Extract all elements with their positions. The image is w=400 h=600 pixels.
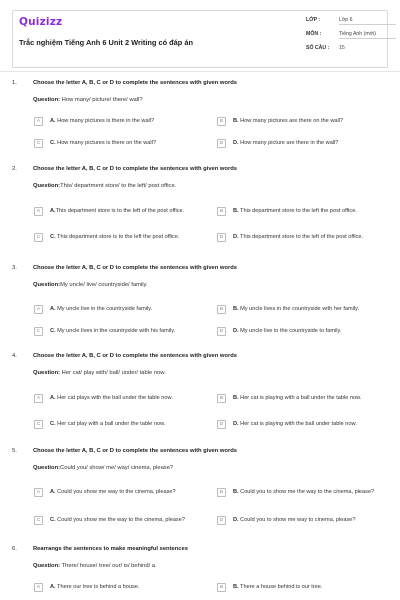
option-text: A. My uncle live in the countryside family.	[50, 306, 153, 313]
question-body: There/ house/ tree/ our/ is/ behind/ a.	[60, 563, 157, 569]
meta-subject-label: MÔN :	[306, 31, 322, 37]
meta-count-label: SỐ CÂU :	[306, 45, 330, 51]
option-box[interactable]: B	[217, 488, 226, 497]
option-box[interactable]: D	[217, 327, 226, 336]
option-text: B. This department store to the left the post office.	[233, 208, 357, 215]
option-b[interactable]	[217, 583, 387, 592]
option-box[interactable]: C	[34, 139, 43, 148]
option-d[interactable]	[217, 233, 387, 242]
question-number: 2.	[12, 166, 17, 172]
meta-count-value: 15	[339, 45, 345, 51]
question-text	[33, 465, 173, 471]
page-title: Trắc nghiệm Tiếng Anh 6 Unit 2 Writing có đáp án	[19, 38, 193, 47]
option-text: C. Her cat play with a ball under the table now.	[50, 421, 166, 428]
option-text: D. Could you to show me way to cinema, please?	[233, 517, 356, 524]
question-text	[33, 97, 143, 103]
question-text	[33, 183, 176, 189]
meta-subject-value: Tiếng Anh (mới)	[339, 31, 396, 39]
option-c[interactable]	[34, 327, 204, 336]
option-text: C. This department store is to the left the post office.	[50, 234, 180, 241]
option-text: D. How many picture are there in the wall?	[233, 140, 339, 147]
question-instruction: Choose the letter A, B, C or D to complete the sentences with given words	[33, 166, 237, 172]
option-a[interactable]	[34, 583, 204, 592]
question-text	[33, 563, 157, 569]
option-box[interactable]: C	[34, 233, 43, 242]
option-text: C. Could you show me the way to the cinema, please?	[50, 517, 185, 524]
option-box[interactable]: A	[34, 583, 43, 592]
question-label: Question:	[33, 465, 61, 471]
question-text	[33, 282, 148, 288]
option-a[interactable]	[34, 305, 204, 314]
option-text: D. Her cat is playing with the ball under table now.	[233, 421, 357, 428]
question-body: Her cat/ play with/ ball/ under/ table now.	[60, 370, 166, 376]
option-d[interactable]	[217, 516, 400, 525]
question-label: Question:	[33, 370, 61, 376]
option-c[interactable]	[34, 516, 204, 525]
option-d[interactable]	[217, 139, 387, 148]
option-box[interactable]: D	[217, 516, 226, 525]
question-number: 4.	[12, 353, 17, 359]
option-text: B. There a house behind is our tree.	[233, 584, 323, 591]
option-c[interactable]	[34, 139, 204, 148]
option-box[interactable]: B	[217, 305, 226, 314]
option-c[interactable]	[34, 420, 204, 429]
option-text: D. My uncle live in the countryside to family.	[233, 328, 342, 335]
meta-class-value: Lớp 6	[339, 17, 396, 25]
option-text: B. Could you to show me the way to the cinema, please?	[233, 489, 375, 496]
option-text: B. How many pictures are there on the wall?	[233, 118, 344, 125]
option-d[interactable]	[217, 327, 400, 336]
question-body: How many/ picture/ there/ wall?	[60, 97, 143, 103]
option-box[interactable]: A	[34, 207, 43, 216]
question-instruction: Choose the letter A, B, C or D to complete the sentences with given words	[33, 448, 237, 454]
option-b[interactable]	[217, 488, 387, 497]
option-box[interactable]: A	[34, 117, 43, 126]
option-text: D. This department store to the left of the post office.	[233, 234, 364, 241]
option-box[interactable]: B	[217, 207, 226, 216]
question-label: Question:	[33, 282, 61, 288]
question-instruction: Choose the letter A, B, C or D to complete the sentences with given words	[33, 265, 237, 271]
question-body: This/ department store/ to the left/ post office.	[60, 183, 177, 189]
question-number: 3.	[12, 265, 17, 271]
option-text: A. Her cat plays with the ball under the table now.	[50, 395, 173, 402]
question-label: Question:	[33, 563, 61, 569]
question-number: 5.	[12, 448, 17, 454]
question-instruction: Rearrange the sentences to make meaningful sentences	[33, 546, 188, 552]
question-instruction: Choose the letter A, B, C or D to complete the sentences with given words	[33, 353, 237, 359]
option-box[interactable]: C	[34, 327, 43, 336]
option-box[interactable]: D	[217, 139, 226, 148]
option-text: B. My uncle lives in the countryside with her family.	[233, 306, 360, 313]
option-b[interactable]	[217, 117, 387, 126]
option-b[interactable]	[217, 305, 400, 314]
option-box[interactable]: C	[34, 420, 43, 429]
question-label: Question:	[33, 183, 61, 189]
option-text: A. There our tree is behind a house.	[50, 584, 140, 591]
option-b[interactable]	[217, 394, 387, 403]
question-number: 6.	[12, 546, 17, 552]
option-a[interactable]	[34, 117, 204, 126]
option-text: A. How many pictures is there in the wall?	[50, 118, 155, 125]
question-instruction: Choose the letter A, B, C or D to complete the sentences with given words	[33, 80, 237, 86]
option-box[interactable]: B	[217, 394, 226, 403]
question-text	[33, 370, 166, 376]
option-c[interactable]	[34, 233, 204, 242]
header-divider	[0, 71, 400, 72]
question-label: Question:	[33, 97, 61, 103]
option-box[interactable]: B	[217, 583, 226, 592]
option-box[interactable]: B	[217, 117, 226, 126]
option-a[interactable]	[34, 207, 204, 216]
option-text: C. How many pictures is there on the wall?	[50, 140, 157, 147]
question-body: My uncle/ live/ countryside/ family.	[60, 282, 148, 288]
option-box[interactable]: C	[34, 516, 43, 525]
option-d[interactable]	[217, 420, 400, 429]
option-a[interactable]	[34, 394, 204, 403]
option-box[interactable]: D	[217, 420, 226, 429]
option-a[interactable]	[34, 488, 204, 497]
option-box[interactable]: A	[34, 488, 43, 497]
meta-class	[306, 17, 396, 25]
option-text: A.This department store is to the left of the post office.	[50, 208, 185, 215]
option-text: C. My uncle lives in the countryside with his family.	[50, 328, 176, 335]
meta-class-label: LỚP :	[306, 17, 321, 23]
option-box[interactable]: D	[217, 233, 226, 242]
quizizz-logo: Quizizz	[19, 16, 63, 28]
option-box[interactable]: A	[34, 394, 43, 403]
option-b[interactable]	[217, 207, 387, 216]
option-text: B. Her cat is playing with a ball under the table now.	[233, 395, 362, 402]
option-text: A. Could you show me way to the cinema, please?	[50, 489, 176, 496]
meta-count	[306, 45, 396, 52]
question-number: 1.	[12, 80, 17, 86]
document-header	[12, 10, 388, 68]
meta-subject	[306, 31, 396, 39]
option-box[interactable]: A	[34, 305, 43, 314]
question-body: Could you/ show/ me/ way/ cinema, please?	[60, 465, 174, 471]
